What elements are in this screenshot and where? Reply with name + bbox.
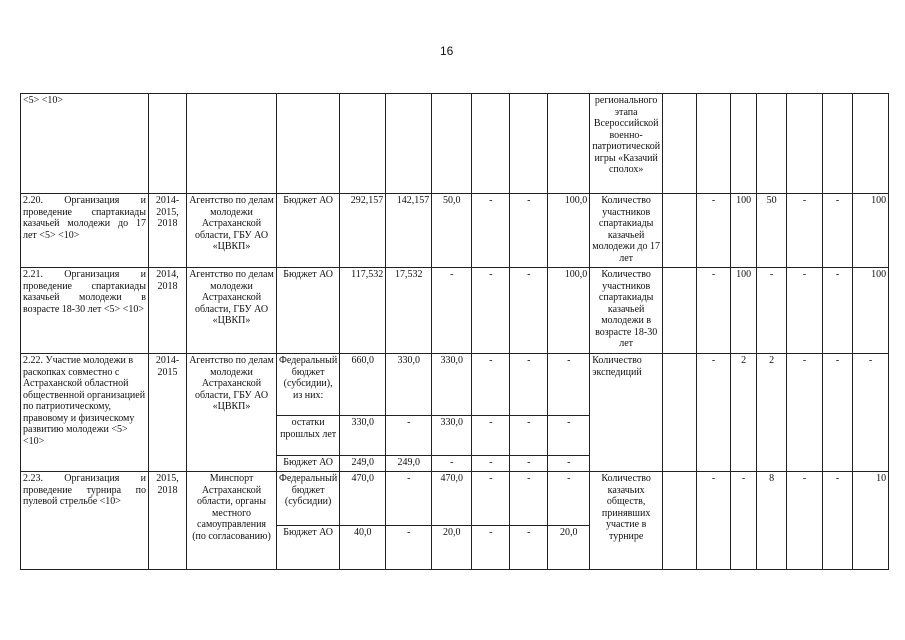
target-value (663, 472, 697, 570)
program-table (20, 93, 889, 570)
amount-total: 292,157 (340, 194, 386, 268)
target-value: - (823, 354, 853, 472)
target-value: 100 (731, 268, 757, 354)
target-value: 8 (757, 472, 787, 570)
amount-year: - (510, 526, 548, 570)
amount-year: - (510, 472, 548, 526)
amount-year: - (432, 268, 472, 354)
event-name: 2.20. Организация и проведение спартакиады казачьей молодежи до 17 лет <5> <10> (21, 194, 149, 268)
target-value: - (853, 354, 889, 472)
target-value: 10 (853, 472, 889, 570)
target-value: - (823, 472, 853, 570)
table-row (21, 268, 889, 354)
amount-total: 117,532 (340, 268, 386, 354)
years: 2014, 2018 (149, 268, 187, 354)
amount-year: 470,0 (432, 472, 472, 526)
amount-year: 249,0 (386, 456, 432, 472)
amount-year: - (386, 416, 432, 456)
amount-year: - (386, 472, 432, 526)
target-value: 2 (731, 354, 757, 472)
target-value: 50 (757, 194, 787, 268)
amount-year: - (510, 456, 548, 472)
target-value: - (823, 268, 853, 354)
amount-year: - (472, 268, 510, 354)
amount-year: - (510, 354, 548, 416)
indicator: Количество экспедиций (590, 354, 663, 472)
amount-year: 330,0 (432, 354, 472, 416)
funding-source: Федеральный бюджет (субсидии) (277, 472, 340, 526)
table-row (21, 194, 889, 268)
amount-year: 20,0 (548, 526, 590, 570)
target-value: - (787, 472, 823, 570)
amount-year: - (548, 472, 590, 526)
amount-year: - (472, 194, 510, 268)
page-number: 16 (440, 44, 454, 58)
target-value: - (757, 268, 787, 354)
target-value (663, 354, 697, 472)
target-value: - (787, 194, 823, 268)
executor: Агентство по делам молодежи Астраханской области, ГБУ АО «ЦВКП» (187, 268, 277, 354)
funding-source: Бюджет АО (277, 456, 340, 472)
amount-total: 40,0 (340, 526, 386, 570)
target-value: 100 (853, 268, 889, 354)
target-value (663, 268, 697, 354)
table-row (21, 94, 889, 194)
amount-year: - (472, 416, 510, 456)
funding-source: остатки прошлых лет (277, 416, 340, 456)
target-value: - (697, 472, 731, 570)
funding-source: Федеральный бюджет (субсидии), из них: (277, 354, 340, 416)
amount-year: - (432, 456, 472, 472)
amount-year: 330,0 (386, 354, 432, 416)
amount-year: 330,0 (432, 416, 472, 456)
target-value: - (731, 472, 757, 570)
amount-year: 100,0 (548, 194, 590, 268)
amount-year: - (510, 194, 548, 268)
years: 2014-2015, 2018 (149, 194, 187, 268)
amount-year: 50,0 (432, 194, 472, 268)
amount-total: 330,0 (340, 416, 386, 456)
amount-total: 249,0 (340, 456, 386, 472)
executor: Минспорт Астраханской области, органы местного самоуправления (по согласованию) (187, 472, 277, 570)
amount-year: - (472, 354, 510, 416)
indicator: Количество участников спартакиады казачьей молодежи до 17 лет (590, 194, 663, 268)
amount-year: 17,532 (386, 268, 432, 354)
amount-year: - (386, 526, 432, 570)
table-row (21, 472, 889, 526)
amount-year: - (472, 526, 510, 570)
indicator: регионального этапа Всероссийской военно-патриотической игры «Казачий сполох» (590, 94, 663, 194)
executor: Агентство по делам молодежи Астраханской области, ГБУ АО «ЦВКП» (187, 194, 277, 268)
event-name: 2.21. Организация и проведение спартакиады казачьей молодежи в возрасте 18-30 лет <5> <10> (21, 268, 149, 354)
executor: Агентство по делам молодежи Астраханской области, ГБУ АО «ЦВКП» (187, 354, 277, 472)
indicator: Количество участников спартакиады казачьей молодежи в возрасте 18-30 лет (590, 268, 663, 354)
years: 2014-2015 (149, 354, 187, 472)
amount-year: - (510, 416, 548, 456)
event-name: <5> <10> (21, 94, 149, 194)
indicator: Количество казачьих обществ, принявших участие в турнире (590, 472, 663, 570)
table-row (21, 354, 889, 416)
amount-year: - (510, 268, 548, 354)
amount-year: - (548, 354, 590, 416)
target-value: 100 (731, 194, 757, 268)
target-value: - (697, 194, 731, 268)
funding-source: Бюджет АО (277, 526, 340, 570)
funding-source: Бюджет АО (277, 268, 340, 354)
amount-total: 660,0 (340, 354, 386, 416)
amount-year: 142,157 (386, 194, 432, 268)
amount-year: 20,0 (432, 526, 472, 570)
amount-year: 100,0 (548, 268, 590, 354)
target-value: - (787, 268, 823, 354)
target-value: - (697, 268, 731, 354)
amount-year: - (472, 472, 510, 526)
target-value: - (823, 194, 853, 268)
event-name: 2.23. Организация и проведение турнира по пулевой стрельбе <10> (21, 472, 149, 570)
event-name: 2.22. Участие молодежи в раскопках совместно с Астраханской областной общественной организацией по патриотическому, правовому и физическому развитию молодежи <5> <10> (21, 354, 149, 472)
years: 2015, 2018 (149, 472, 187, 570)
funding-source: Бюджет АО (277, 194, 340, 268)
amount-total: 470,0 (340, 472, 386, 526)
target-value: - (697, 354, 731, 472)
amount-year: - (472, 456, 510, 472)
amount-year: - (548, 416, 590, 456)
target-value (663, 194, 697, 268)
amount-year: - (548, 456, 590, 472)
target-value: 2 (757, 354, 787, 472)
target-value: 100 (853, 194, 889, 268)
target-value: - (787, 354, 823, 472)
